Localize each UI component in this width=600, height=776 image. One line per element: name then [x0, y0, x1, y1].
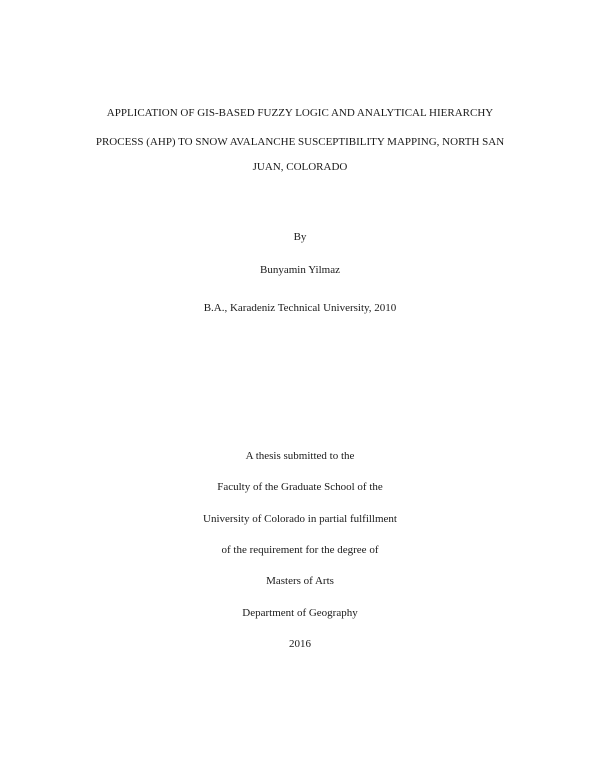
department: Department of Geography — [242, 607, 358, 619]
submission-line-4: of the requirement for the degree of — [221, 544, 379, 556]
author-name: Bunyamin Yilmaz — [260, 264, 340, 276]
prior-degree: B.A., Karadeniz Technical University, 2010 — [203, 302, 397, 314]
submission-line-1: A thesis submitted to the — [245, 450, 355, 462]
by-label: By — [293, 231, 307, 243]
submission-line-2: Faculty of the Graduate School of the — [217, 481, 383, 493]
year: 2016 — [289, 638, 311, 650]
submission-line-3: University of Colorado in partial fulfillment — [203, 513, 397, 525]
title-line-2: PROCESS (AHP) TO SNOW AVALANCHE SUSCEPTIBILITY MAPPING, NORTH SAN — [95, 136, 505, 148]
title-line-3: JUAN, COLORADO — [252, 161, 348, 173]
title-line-1: APPLICATION OF GIS-BASED FUZZY LOGIC AND ANALYTICAL HIERARCHY — [106, 107, 494, 119]
degree-name: Masters of Arts — [266, 575, 334, 587]
